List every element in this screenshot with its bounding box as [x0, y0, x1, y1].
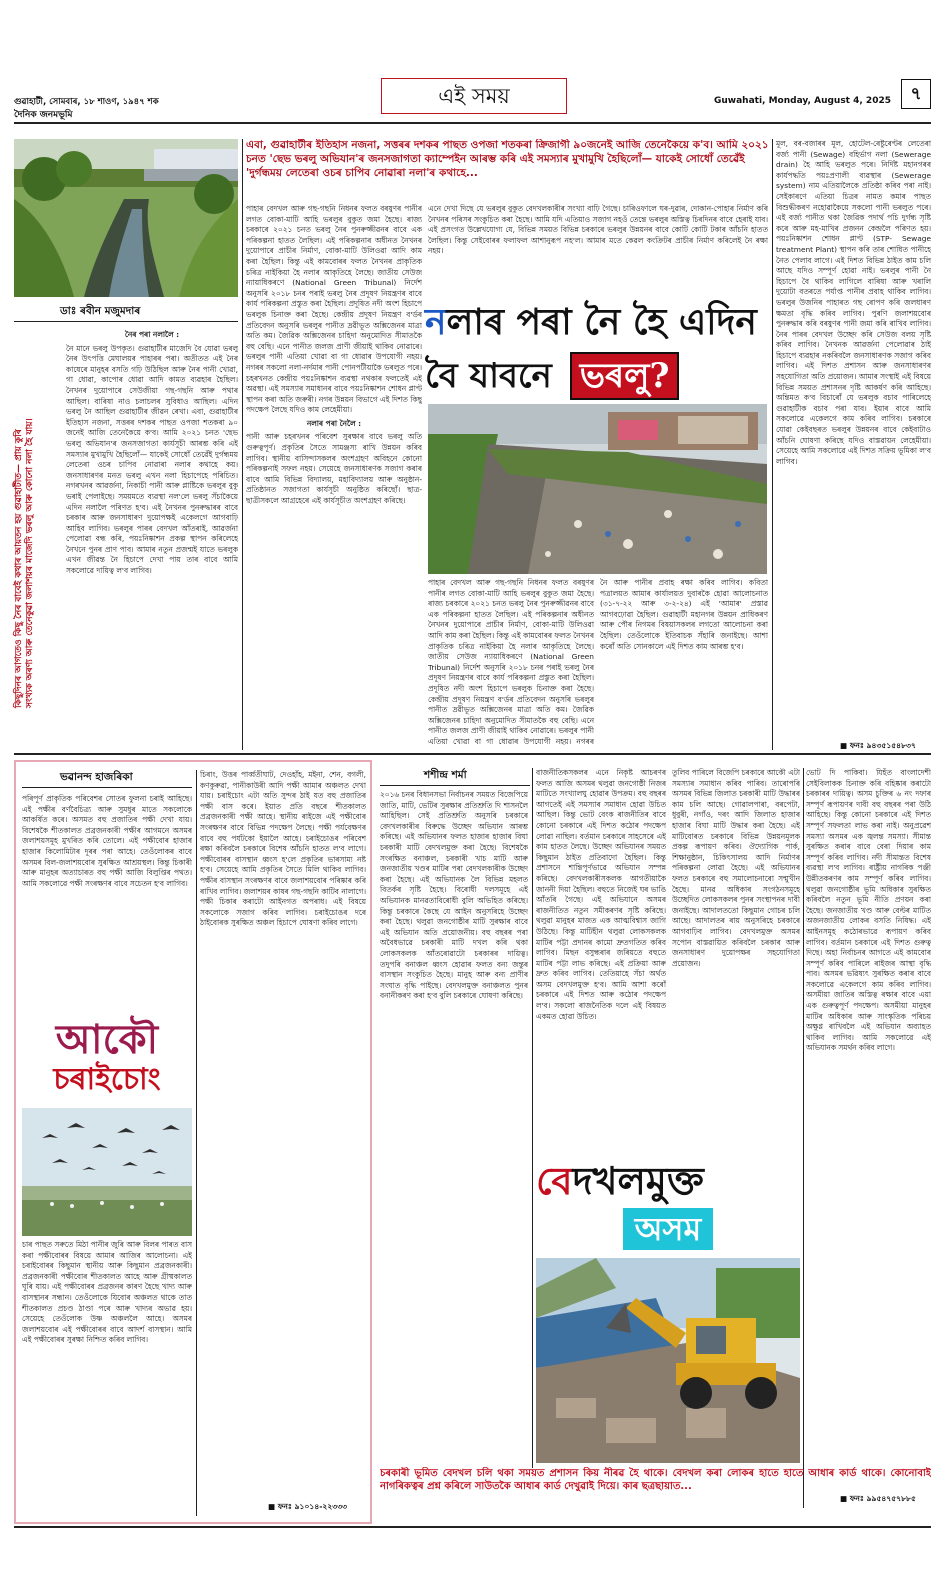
bl-col1: [22, 794, 192, 1018]
br-author-rule: [380, 785, 530, 786]
br-col-divider-2: [803, 768, 804, 1508]
garbage-river-photo: [428, 404, 767, 574]
br-col1: [380, 790, 528, 1512]
top-col1: [66, 330, 238, 750]
section-title: এই সময়: [438, 84, 510, 108]
side-quote: কিছুদিনৰ আগতেও কিছু নৈৰ বাবেই কথাৰ আয়তন হয় গুৱাহাটীত— প্ৰায় কুৰি সংখ্যক অৰণ্য আৰু তেনেকুৱা জলাশয়ৰ মাজেদি ভৰলু আৰু কোনো নলা হৈ যায়।: [14, 418, 35, 708]
bottom-left-author: ভৱানন্দ হাজৰিকা: [60, 771, 133, 783]
br-col4: [806, 768, 931, 1490]
subhead-2: নলাৰ পৰা নৈলৈ :: [306, 418, 362, 428]
top-col3-text: এনে দেখা দিছে যে ভৰলুৰ বুকুত বেদখলকাৰীৰ সংখ্যা বাঢ়ি গৈছে। চাৰিওফালে ঘৰ-দুৱাৰ, দোকান-পোহাৰ নিৰ্মাণ কৰি নৈখনৰ পৰিসৰ সংকুচিত কৰা হৈছে। আমি যদি এতিয়াও সজাগ নহওঁ তেন্তে ভৰলুৰ অস্তিত্ব চিৰদিনৰ বাবে হেৰাই যাব। এই প্ৰসংগত উল্লেখযোগ্য যে, বিভিন্ন সময়ত বিভিন্ন চৰকাৰে ভৰলুৰ উন্নয়নৰ বাবে কোটি কোটি টকাৰ আঁচনি হাতত লৈছিল। কিন্তু সেইবোৰৰ ফলাফল আশানুৰূপ নহ'ল। আমাৰ মতে কেৱল কংক্ৰিটৰ প্ৰাচীৰ নিৰ্মাণ কৰিলেই নৈ ৰক্ষা নহয়।: [428, 204, 768, 256]
bl-col1b-text: চাৰ পাছত সৰুতে মিঠা পানীৰ জুৰি আৰু বিলৰ পাৰত বাস কৰা পক্ষীবোৰৰ বিষয়ে আমাৰ আজিৰ আলোচনা। এই চৰাইবোৰৰ কিছুমান স্থানীয় আৰু কিছুমান প্ৰব্ৰজনকাৰী। প্ৰব্ৰজনকাৰী পক্ষীবোৰ শীতকালত আহে আৰু গ্ৰীষ্মকালত ঘূৰি যায়। এই পক্ষীবোৰৰ প্ৰব্ৰজনৰ কাৰণ হৈছে খাদ্য আৰু বাসস্থানৰ সন্ধান। তেওঁলোকে যিবোৰ অঞ্চলত থাকে তাত শীতকালত প্ৰচণ্ড ঠাণ্ডা পৰে আৰু খাদ্যৰ অভাৱ হয়। সেয়েহে তেওঁলোক উষ্ণ অঞ্চললৈ আহে। অসমৰ জলাশয়বোৰ এই পক্ষীবোৰৰ বাবে আদৰ্শ বাসস্থান। আমি এই পক্ষীবোৰৰ সুৰক্ষা নিশ্চিত কৰিব লাগিব।: [22, 1240, 192, 1345]
subhead-1: নৈৰ পৰা নলালৈ :: [124, 330, 180, 339]
headline-line1: লাৰ পৰা নৈ হৈ এদিন: [446, 301, 757, 343]
br-col1-text: ২০১৬ চনৰ বিধানসভা নিৰ্বাচনৰ সময়ত বিজেপিয়ে জাতি, মাটি, ভেটিৰ সুৰক্ষাৰ প্ৰতিশ্ৰুতি দি শাসনলৈ আহিছিল। সেই প্ৰতিশ্ৰুতি অনুসৰি চৰকাৰে বেদখলকাৰীৰ বিৰুদ্ধে উচ্ছেদ অভিযান আৰম্ভ কৰিছে। এই অভিযানৰ ফলত হাজাৰ হাজাৰ বিঘা চৰকাৰী মাটি বেদখলমুক্ত কৰা হৈছে। বিশেষকৈ সংৰক্ষিত বনাঞ্চল, চৰকাৰী খাচ মাটি আৰু জনজাতীয় খণ্ডৰ মাটিৰ পৰা বেদখলকাৰীক উচ্ছেদ কৰা হৈছে। এই অভিযানক লৈ বিভিন্ন মহলত বিতৰ্কৰ সৃষ্টি হৈছে। বিৰোধী দলসমূহে এই অভিযানক মানৱতাবিৰোধী বুলি অভিহিত কৰিছে। কিন্তু চৰকাৰে কৈছে যে আইন অনুসৰিহে উচ্ছেদ কৰা হৈছে। থলুৱা জনগোষ্ঠীৰ মাটি সুৰক্ষাৰ বাবে এই অভিযান অতি প্ৰয়োজনীয়। বহু বছৰৰ পৰা অবৈধভাৱে চৰকাৰী মাটি দখল কৰি থকা লোকসকলক আঁতৰোৱাটো চৰকাৰৰ দায়িত্ব। তদুপৰি বনাঞ্চল ধ্বংস হোৱাৰ ফলত বন্য জন্তুৰ বাসস্থান সংকুচিত হৈছে। মানুহ আৰু বন্য প্ৰাণীৰ সংঘাত বৃদ্ধি পাইছে। বেদখলমুক্ত বনাঞ্চলত পুনৰ বনানীকৰণ কৰা হ'ব বুলি চৰকাৰে ঘোষণা কৰিছে।: [380, 790, 528, 1001]
top-headline: [425, 300, 775, 404]
page-number-box: [901, 79, 931, 109]
br-author: শশীন্দ্ৰ শৰ্মা: [424, 769, 467, 781]
br-title: [536, 1158, 800, 1258]
bl-title: [22, 1018, 192, 1098]
bl-col1b: [22, 1240, 192, 1515]
top-col3: [428, 204, 768, 276]
top-author-rule: [14, 321, 238, 322]
masthead-rule: [14, 122, 931, 124]
br-col3-text: তুলিব পাৰিলে বিজেপি চৰকাৰে আকৌ এটা সমস্যাৰ সমাধান কৰিব পাৰিব। তাৰোপৰি অসমৰ বিভিন্ন জিলাত চৰকাৰী মাটি উদ্ধাৰৰ কাম চলি আছে। গোৱালপাৰা, বৰপেটা, ধুবুৰী, নগাঁও, দৰং আদি জিলাত হাজাৰ হাজাৰ বিঘা মাটি উদ্ধাৰ কৰা হৈছে। এই মাটিবোৰত চৰকাৰে বিভিন্ন উন্নয়নমূলক প্ৰকল্প ৰূপায়ণ কৰিব। ঔদ্যোগিক পাৰ্ক, শিক্ষানুষ্ঠান, চিকিৎসালয় আদি নিৰ্মাণৰ পৰিকল্পনা লোৱা হৈছে। এই অভিযানৰ ফলত চৰকাৰে বহু সমালোচনাৰো সন্মুখীন হৈছে। মানৱ অধিকাৰ সংগঠনসমূহে উচ্ছেদিত লোকসকলৰ পুনৰ সংস্থাপনৰ দাবী জনাইছে। আদালততো কিছুমান গোচৰ চলি আছে। আদালতৰ ৰায় অনুসৰিহে চৰকাৰে আগবাঢ়িব লাগিব। বেদখলমুক্ত অসমৰ সপোন বাস্তৱায়িত কৰিবলৈ চৰকাৰ আৰু জনসাধাৰণ দুয়োপক্ষৰ সহযোগিতা প্ৰয়োজন।: [672, 768, 800, 968]
br-title-rest: দখলমুক্ত: [572, 1158, 704, 1203]
top-contact: ■ ফনঃ ৯৪৩৫১৫৪৮৩৭: [840, 741, 916, 750]
headline-accent: ন: [425, 301, 447, 343]
section-title-box: [381, 78, 567, 114]
br-col3: [672, 768, 800, 1148]
top-col5-text: মূল, বৰ-বজাৰৰ মূল, হোটেল-ৰেষ্টুৰেণ্টৰ লেতেৰা বৰ্জ্য পানী (Sewage) বহিৰ্ভাগ নলা (Sewerage drain) হৈ আহি ভৰলুত পৰে। নিৰ্দিষ্ট মহানগৰৰ কাৰ্যপদ্ধতি পয়ঃপ্ৰণালী ব্যৱস্থাৰ (Sewerage system) নাম এতিয়ালৈকে প্ৰতিষ্ঠা কৰিব পৰা নাই। সেইকাৰণে এতিয়া চিত্ৰৰ নামত কমাৰ পাছত বিশুদ্ধীকৰণ নহোৱাকৈয়ে সকলো পানী ভৰলুত পৰে। এই বৰ্জ্য পানীত থকা জৈৱিক পদাৰ্থ পচি দুৰ্গন্ধ সৃষ্টি কৰে আৰু মহ-মাখিৰ প্ৰজনন কেন্দ্ৰলৈ পৰিণত হয়। পয়ঃনিষ্কাশন শোধন প্লাণ্ট (STP- Sewage treatment Plant) স্থাপন কৰি তাৰ শোধিত পানীহে নৈত পেলাব লাগে। এই দিশত বিভিন্ন ঠাইত কাম চলি আছে যদিও সম্পূৰ্ণ হোৱা নাই। ভৰলুৰ পানী নৈ হিচাপে বৈ থাকিব লাগিলে বাৰিষা আৰু খৰালি দুয়োটা বতৰতে পৰ্যাপ্ত পানীৰ প্ৰবাহ থাকিব লাগিব। ভৰলুৰ উজনিৰ পাহাৰত গছ ৰোপণ কৰি জলধাৰণ ক্ষমতা বৃদ্ধি কৰিব লাগিব। পুৰণি জলাশয়বোৰ পুনৰুদ্ধাৰ কৰি বৰষুণৰ পানী জমা কৰি ৰাখিব লাগিব। নৈৰ পাৰৰ বেদখল উচ্ছেদ কৰি সেউজ বলয় সৃষ্টি কৰিব লাগিব। নৈখনক আৱৰ্জনা পেলোৱাৰ ঠাই হিচাপে ব্যৱহাৰ নকৰিবলৈ জনসাধাৰণক সজাগ কৰিব লাগিব। এই দিশত প্ৰশাসন আৰু জনসাধাৰণৰ সহযোগিতা অতি প্ৰয়োজন। আমাৰ সংস্থাই এই বিষয়ে বিভিন্ন সময়ত প্ৰশাসনৰ দৃষ্টি আকৰ্ষণ কৰি আহিছে। অন্তিমত ক'ব বিচাৰোঁ যে ভৰলুক বচাব পাৰিলেহে গুৱাহাটীক বচাব পৰা যাব। ইয়াৰ বাবে আমি সকলোৱে একেলগে কাম কৰিব লাগিব। চৰকাৰে যোৱা কেইবছৰত ভৰলুৰ উন্নয়নৰ বাবে কেইবাটাও আঁচনি ঘোষণা কৰিছে যদিও বাস্তৱায়ন লেহেমীয়া। সেয়েহে আমি সকলোৱে এই দিশত সক্ৰিয় ভূমিকা ল'ব লাগিব।: [776, 139, 931, 466]
br-footer-quote: চৰকাৰী ভূমিত বেদখল চলি থকা সময়ত প্ৰশাসন কিয় নীৰৱ হৈ থাকে। বেদখল কৰা লোকৰ হাতে হাতে আধাৰ কাৰ্ড থাকে। কোনোবাই নাগৰিকত্বৰ প্ৰশ্ন কৰিলে সাউতকৈ আধাৰ কাৰ্ড দেখুৱাই দিয়ে। কাৰ ছত্ৰছায়াত...: [380, 1468, 931, 1492]
bulldozer-photo: [536, 1258, 800, 1463]
headline-box: ভৰলু?: [570, 352, 680, 400]
masthead-right-date: Guwahati, Monday, August 4, 2025: [714, 96, 891, 106]
top-col5: [776, 139, 931, 737]
page-number: ৭: [910, 84, 922, 104]
br-col4-text: ভোট দি পাকিবা। যিহঁত বাংলাদেশী সেইবিলাকক চিনাক্ত কৰি বহিষ্কাৰ কৰাটো চৰকাৰৰ দায়িত্ব। অসম চুক্তিৰ ৬ নং দফাৰ সম্পূৰ্ণ ৰূপায়ণৰ দাবী বহু বছৰৰ পৰা উঠি আহিছে। কিন্তু কোনো চৰকাৰে এই দিশত সম্পূৰ্ণ সফলতা লাভ কৰা নাই। অনুপ্ৰৱেশ সমস্যা অসমৰ এক জ্বলন্ত সমস্যা। সীমান্ত সুৰক্ষিত কৰাৰ বাবে বেৰা দিয়াৰ কাম সম্পূৰ্ণ কৰিব লাগিব। নদী সীমান্তত বিশেষ ব্যৱস্থা ল'ব লাগিব। ৰাষ্ট্ৰীয় নাগৰিক পঞ্জী উন্নীতকৰণৰ কাম সম্পূৰ্ণ কৰিব লাগিব। থলুৱা জনগোষ্ঠীৰ ভূমি অধিকাৰ সুৰক্ষিত কৰিবলৈ নতুন ভূমি নীতি প্ৰণয়ন কৰা হৈছে। জনজাতীয় খণ্ড আৰু বেল্টৰ মাটিত অজনজাতীয় লোকৰ বসতি নিষিদ্ধ। এই আইনসমূহ কঠোৰভাৱে ৰূপায়ণ কৰিব লাগিব। বৰ্তমান চৰকাৰে এই দিশত গুৰুত্ব দিছে। অহা নিৰ্বাচনৰ আগতে এই কামবোৰ সম্পূৰ্ণ কৰিব পাৰিলে ৰাইজৰ আস্থা বৃদ্ধি পাব। অসমৰ ভৱিষ্যৎ সুৰক্ষিত কৰাৰ বাবে সকলোৱে একেলগে কাম কৰিব লাগিব। অসমীয়া জাতিৰ অস্তিত্ব ৰক্ষাৰ বাবে এয়া এক গুৰুত্বপূৰ্ণ পদক্ষেপ। অসমীয়া মানুহৰ মাটিৰ অধিকাৰ আৰু সাংস্কৃতিক পৰিচয় অক্ষুণ্ণ ৰাখিবলৈ এই অভিযান অব্যাহত থাকিব লাগিব। আমি সকলোৱে এই অভিযানক সমৰ্থন কৰিব লাগে।: [806, 768, 931, 1053]
top-col2: [246, 204, 422, 749]
top-story-bottom-rule: [14, 753, 931, 755]
bl-col2: [200, 770, 366, 1495]
br-title-line2: অসম: [623, 1208, 714, 1250]
bharalu-river-photo: [14, 139, 238, 297]
top-story-kicker: এবা, গুৱাহাটীৰ ইতিহাস নজনা, সত্তৰৰ দশকৰ পাছত ওপজা শতকৰা ক্ৰিজাগী ৯০জনেই আজি তেনেকৈয়ে ক'ব। আমি ২০২১ চনত 'ছেভ ভৰলু অভিযান'ৰ জনসজাগতা ক্যাম্পেইন আৰম্ভ কৰি এই সমস্যাৰ মুখামুখি হৈছিলোঁ— যাকেই সোধোঁ তেৱেঁই 'দুৰ্গন্ধময় লেতেৰা ওচৰ চাপিব নোৱাৰা নলা'ৰ কথাহে...: [246, 139, 769, 179]
top-col4: [600, 578, 768, 748]
br-col2-text: বাজনীতিকসকলৰ এনে নিকৃষ্ট আচৰণৰ ফলত আজি অসমৰ থলুৱা জনগোষ্ঠী নিজৰ মাটিতে সংখ্যালঘু হোৱাৰ উপক্ৰম। বহু বছৰৰ আগতেই এই সমস্যাৰ সমাধান হোৱা উচিত আছিল। কিন্তু ভোট বেংক ৰাজনীতিৰ বাবে কোনো চৰকাৰে এই দিশত কঠোৰ পদক্ষেপ লোৱা নাছিল। বৰ্তমান চৰকাৰে সাহসেৰে এই কাম হাতত লৈছে। উচ্ছেদ অভিযানৰ সময়ত কিছুমান ঠাইত প্ৰতিবাদো হৈছিল। কিন্তু প্ৰশাসনে শান্তিপূৰ্ণভাৱে অভিযান সম্পন্ন কৰিছে। বেদখলকাৰীসকলক আগতীয়াকৈ জাননী দিয়া হৈছিল। বহুতে নিজেই ঘৰ ভাঙি আঁতৰি গৈছে। এই অভিযানে অসমৰ ৰাজনীতিত নতুন সমীকৰণৰ সৃষ্টি কৰিছে। থলুৱা মানুহৰ মাজত এক আত্মবিশ্বাস জাগি উঠিছে। কিন্তু মাটিহীন থলুৱা লোকসকলক মাটিৰ পট্টা প্ৰদানৰ কামো দ্ৰুতগতিত কৰিব লাগিব। মিছন বসুন্ধৰাৰ জৰিয়তে বহুতে মাটিৰ পট্টা লাভ কৰিছে। এই প্ৰক্ৰিয়া আৰু দ্ৰুত কৰিব লাগিব। তেতিয়াহে সঁচা অৰ্থত অসম বেদখলমুক্ত হ'ব। আমি আশা কৰোঁ চৰকাৰে এই দিশত আৰু কঠোৰ পদক্ষেপ ল'ব। সকলো ৰাজনৈতিক দলে এই বিষয়ত একমত হোৱা উচিত।: [536, 768, 666, 1021]
bl-col1-text: পৰিপূৰ্ণ প্ৰাকৃতিক পৰিবেশৰ সোতৰ ফুলনা চৰাই আহিছে। এই পক্ষীৰ বৰ্ণবৈচিত্ৰ্য আৰু সুমধুৰ মাতে সকলোকে আকৰ্ষিত কৰে। অসমত বহু প্ৰজাতিৰ পক্ষী দেখা যায়। বিশেষকৈ শীতকালত প্ৰব্ৰজনকাৰী পক্ষীৰ আগমনে অসমৰ জলাশয়সমূহ মুখৰিত কৰি তোলে। এই পক্ষীবোৰ হাজাৰ হাজাৰ কিলোমিটাৰ দূৰৰ পৰা আহে। তেওঁলোকৰ বাবে অসমৰ বিল-জলাশয়বোৰ সুৰক্ষিত আশ্ৰয়স্থল। কিন্তু চিকাৰী আৰু মানুহৰ অত্যাচাৰত বহু পক্ষী আজি বিলুপ্তিৰ পথত। আমি সকলোৱে পক্ষী সংৰক্ষণৰ বাবে সচেতন হ'ব লাগিব।: [22, 794, 192, 888]
top-author: ডাঃ ৰবীন মজুমদাৰ: [60, 305, 141, 317]
bl-col-divider: [196, 770, 197, 1516]
br-title-accent: বে: [536, 1158, 573, 1203]
page-bottom-rule: [14, 1526, 931, 1528]
col-divider-1: [242, 139, 243, 750]
br-col-divider-1: [532, 768, 533, 1468]
top-col2-text: পাহাৰ বেদখল আৰু গছ-গছনি নিধনৰ ফলত বৰষুণৰ পানীৰ লগত বোকা-মাটি আহি ভৰলুৰ বুকুত জমা হৈছে। ৰাজ্য চৰকাৰে ২০২১ চনত ভৰলু নৈৰ পুনৰুজ্জীৱনৰ বাবে এক পৰিকল্পনা হাতত লৈছিল। এই পৰিকল্পনাৰ অধীনত নৈখনৰ দুয়োপাৰে প্ৰাচীৰ নিৰ্মাণ, বোকা-মাটি উলিওৱা আদি কাম কৰা হৈছিল। কিন্তু এই কামবোৰৰ ফলত নৈখনৰ প্ৰাকৃতিক চৰিত্ৰ নাইকিয়া হৈ নলাৰ আকৃতিহে লৈছে। জাতীয় সেউজ ন্যায়াধিকৰণে (National Green Tribunal) নিৰ্দেশ অনুসৰি ২০১৮ চনৰ পৰাই ভৰলু নৈৰ প্ৰদূষণ নিয়ন্ত্ৰণৰ বাবে কাৰ্য পৰিকল্পনা প্ৰস্তুত কৰা হৈছিল। প্ৰদূষিত নদী অংশ হিচাপে ভৰলুক চিনাক্ত কৰা হৈছে। কেন্দ্ৰীয় প্ৰদূষণ নিয়ন্ত্ৰণ ব'ৰ্ডৰ প্ৰতিবেদন অনুসৰি ভৰলুৰ পানীত দ্ৰৱীভূত অক্সিজেনৰ মাত্ৰা অতি কম। জৈৱিক অক্সিজেনৰ চাহিদা অনুমোদিত সীমাতকৈ বহু বেছি। এনে পানীত জলজ প্ৰাণী জীয়াই থাকিব নোৱাৰে। ভৰলুৰ পানী এতিয়া খোৱা বা গা ধোৱাৰ উপযোগী নহয়। নগৰৰ সকলো নলা-নৰ্দমাৰ পানী পোনপটীয়াকৈ ভৰলুত পৰে। চহৰখনত কেন্দ্ৰীয় পয়ঃনিষ্কাশন ব্যৱস্থা নথকাৰ ফলতেই এই অৱস্থা। এই সমস্যাৰ সমাধানৰ বাবে পয়ঃনিষ্কাশন শোধন প্লাণ্ট স্থাপন কৰা অতি জৰুৰী। নগৰ উন্নয়ন বিভাগে এই দিশত কিছু পদক্ষেপ লৈছে যদিও কাম লেহেমীয়া।: [246, 204, 422, 415]
bl-col2-text: চিৰাং, উত্তৰ পাৰ্ব্বতীঘাট, দেওহাঁহ, মইনা, শেন, বগলী, কণকুৰুৱা, পানীকাউৰী আদি পক্ষী আমাৰ অঞ্চলত দেখা যায়। চৰাইচোং এটা অতি সুন্দৰ ঠাই যত বহু প্ৰজাতিৰ পক্ষী বাস কৰে। ইয়াত প্ৰতি বছৰে শীতকালত প্ৰব্ৰজনকাৰী পক্ষী আহে। স্থানীয় ৰাইজে এই পক্ষীবোৰ সংৰক্ষণৰ বাবে বিভিন্ন পদক্ষেপ লৈছে। পক্ষী পৰ্যবেক্ষণৰ বাবে বহু পৰ্যটকো ইয়ালৈ আহে। চৰাইচোঙৰ পৰিবেশ ৰক্ষা কৰিবলৈ চৰকাৰে বিশেষ আঁচনি হাতত ল'ব লাগে। পক্ষীবোৰৰ বাসস্থান ধ্বংস হ'লে প্ৰকৃতিৰ ভাৰসাম্য নষ্ট হ'ব। সেয়েহে আমি প্ৰকৃতিৰ সৈতে মিলি থাকিব লাগিব। পক্ষীৰ বাসস্থান সংৰক্ষণৰ বাবে জলাশয়বোৰ পৰিষ্কাৰ কৰি ৰাখিব লাগিব। জলাশয়ৰ কাষৰ গছ-গছনি কাটিব নালাগে। পক্ষী চিকাৰ কৰাটো আইনগত অপৰাধ। এই বিষয়ে সকলোকে সজাগ কৰিব লাগিব। চৰাইচোঙৰ দৰে ঠাইবোৰক সুৰক্ষিত অঞ্চল হিচাপে ঘোষণা কৰিব লাগে।: [200, 770, 366, 928]
bl-title-line1: আকৌ: [55, 1016, 159, 1063]
br-col2: [536, 768, 666, 1148]
bl-contact: ■ ফনঃ ৯১০১৪-২২৩৩৩: [268, 1502, 348, 1511]
bottom-left-author-rule: [22, 787, 192, 788]
top-col4-text: নৈ আৰু পানীৰ প্ৰবাহ ৰক্ষা কৰিব লাগিব। কবিতা পত্ৰালয়ত আমাৰ কাৰ্যালয়ত দুবাৰকৈ হোৱা আলোচনাত (৩১-৭-২২ আৰু ৩-২-২৪) এই 'আমাৰ' প্ৰস্তাৱ আগবঢ়োৱা হৈছিল। গুৱাহাটী মহানগৰ উন্নয়ন প্ৰাধিকৰণ আৰু পৌৰ নিগমৰ বিষয়াসকলৰ লগতো আলোচনা কৰা হৈছিল। তেওঁলোকে ইতিবাচক সঁহাৰি জনাইছে। আশা কৰোঁ অতি সোনকালে এই দিশত কাম আৰম্ভ হ'ব।: [600, 578, 768, 651]
masthead: [14, 75, 931, 123]
col-divider-2: [772, 139, 773, 750]
birds-photo: [22, 1108, 192, 1236]
top-col3b-text: পাহাৰ বেদখল আৰু গছ-গছনি নিধনৰ ফলত বৰষুণৰ পানীৰ লগত বোকা-মাটি আহি ভৰলুৰ বুকুত জমা হৈছে। ৰাজ্য চৰকাৰে ২০২১ চনত ভৰলু নৈৰ পুনৰুজ্জীৱনৰ বাবে এক পৰিকল্পনা হাতত লৈছিল। এই পৰিকল্পনাৰ অধীনত নৈখনৰ দুয়োপাৰে প্ৰাচীৰ নিৰ্মাণ, বোকা-মাটি উলিওৱা আদি কাম কৰা হৈছিল। কিন্তু এই কামবোৰৰ ফলত নৈখনৰ প্ৰাকৃতিক চৰিত্ৰ নাইকিয়া হৈ নলাৰ আকৃতিহে লৈছে। জাতীয় সেউজ ন্যায়াধিকৰণে (National Green Tribunal) নিৰ্দেশ অনুসৰি ২০১৮ চনৰ পৰাই ভৰলু নৈৰ প্ৰদূষণ নিয়ন্ত্ৰণৰ বাবে কাৰ্য পৰিকল্পনা প্ৰস্তুত কৰা হৈছিল। প্ৰদূষিত নদী অংশ হিচাপে ভৰলুক চিনাক্ত কৰা হৈছে। কেন্দ্ৰীয় প্ৰদূষণ নিয়ন্ত্ৰণ ব'ৰ্ডৰ প্ৰতিবেদন অনুসৰি ভৰলুৰ পানীত দ্ৰৱীভূত অক্সিজেনৰ মাত্ৰা অতি কম। জৈৱিক অক্সিজেনৰ চাহিদা অনুমোদিত সীমাতকৈ বহু বেছি। এনে পানীত জলজ প্ৰাণী জীয়াই থাকিব নোৱাৰে। ভৰলুৰ পানী এতিয়া খোৱা বা গা ধোৱাৰ উপযোগী নহয়। নগৰৰ: [428, 578, 594, 746]
top-col2-text-b: পানী আৰু চহৰখনৰ পৰিবেশ সুৰক্ষাৰ বাবে ভৰলু অতি গুৰুত্বপূৰ্ণ। প্ৰকৃতিৰ সৈতে সামঞ্জস্য ৰাখি উন্নয়ন কৰিব লাগিব। স্থানীয় বাসিন্দাসকলৰ অংশগ্ৰহণ অবিহনে কোনো পৰিকল্পনাই সফল নহয়। সেয়েহে জনসাধাৰণক সজাগ কৰাৰ বাবে আমি বিভিন্ন বিদ্যালয়, মহাবিদ্যালয় আৰু অনুষ্ঠান-প্ৰতিষ্ঠানত সজাগতা কাৰ্যসূচী অনুষ্ঠিত কৰিছোঁ। ছাত্ৰ-ছাত্ৰীসকলে আগ্ৰহেৰে এই কাৰ্যসূচীত অংশগ্ৰহণ কৰিছে।: [246, 432, 422, 506]
top-col1-text: নৈ মানে ভৰলু উপকৃত। গুৱাহাটীৰ মাজেদি বৈ যোৱা ভৰলু নৈৰ উৎপত্তি মেঘালয়ৰ পাহাৰৰ পৰা। অতীতত এই নৈৰ কাষেৰে মানুহৰ বসতি গঢ়ি উঠিছিল আৰু নৈৰ পানী খোৱা, গা ধোৱা, কাপোৰ ধোৱা আদি কামত ব্যৱহাৰ হৈছিল। নৈখনৰ দুয়োপাৰে সেউজীয়া গছ-গছনি আৰু পথাৰ আছিল। বাৰিষা নাও চলাচলৰ সুবিধাও আছিল। এদিন ভৰলু নৈ আছিল গুৱাহাটীৰ জীৱন ৰেখা। এবা, গুৱাহাটীৰ ইতিহাস নজনা, সত্তৰৰ দশকৰ পাছত ওপজা শতকৰা ৯০ জনেই আজি তেনেকৈয়ে ক'ব। আমি ২০২১ চনত 'ছেভ ভৰলু অভিযান'ৰ জনসজাগতা কাৰ্যসূচী আৰম্ভ কৰি এই সমস্যাৰ মুখামুখি হৈছিলোঁ— যাকেই সোধোঁ তেৱেঁই দুৰ্গন্ধময় লেতেৰা ওচৰ চাপিব নোৱাৰা নলাৰ কথাহে কয়। জনসাধাৰণৰ মনত ভৰলু এখন নলা হিচাপেহে পৰিচিত। নগৰখনৰ আৱৰ্জনা, নিকাচী পানী আৰু প্লাষ্টিকে ভৰলুৰ বুকু ভৰাই পেলাইছে। সময়মতে ব্যৱস্থা নল'লে ভৰলু সঁচাকৈয়ে এদিন নলালৈ পৰিণত হ'ব। এই নৈখনৰ পুনৰুদ্ধাৰৰ বাবে চৰকাৰ আৰু জনসাধাৰণ দুয়োপক্ষই একেলগে আগবাঢ়ি আহিব লাগিব। ভৰলুৰ পাৰৰ বেদখল আঁতৰাই, আৱৰ্জনা পেলোৱা বন্ধ কৰি, পয়ঃনিষ্কাশন প্ৰকল্প স্থাপন কৰিলেহে নৈখনে পুনৰ প্ৰাণ পাব। আমাৰ নতুন প্ৰজন্মই যাতে ভৰলুক এখন জীৱন্ত নৈ হিচাপে দেখা পায় তাৰ বাবে আমি সকলোৱে দায়িত্ব ল'ব লাগিব।: [66, 343, 238, 576]
top-col3b: [428, 578, 594, 748]
masthead-left-date: গুৱাহাটী, সোমবাৰ, ১৮ শাওণ, ১৯৪৭ শক: [14, 97, 159, 107]
side-quote-box: [14, 418, 64, 722]
bl-title-line2: চৰাইচোং: [53, 1062, 161, 1097]
headline-line2: বৈ যাবনে: [425, 356, 552, 396]
br-contact: ■ ফনঃ ৯৯৫৪৭৫৭৮৮৫: [840, 1494, 916, 1503]
paper-name: দৈনিক জনমভূমি: [14, 110, 73, 120]
